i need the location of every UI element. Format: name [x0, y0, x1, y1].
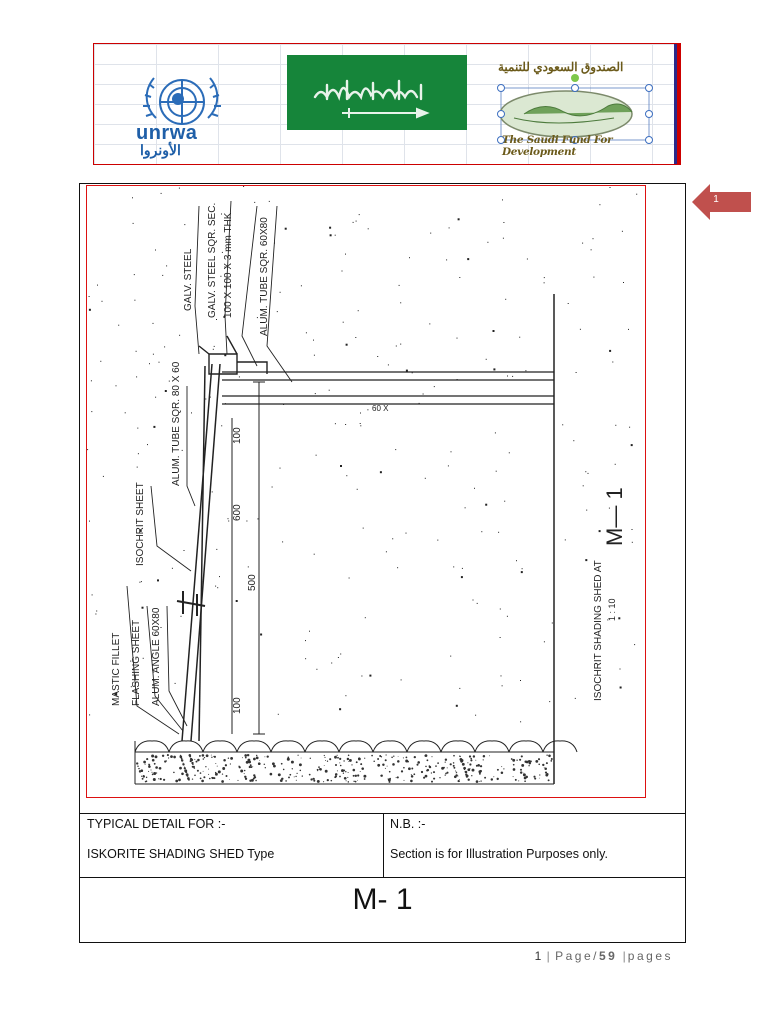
- label-galv-steel: GALV. STEEL: [183, 248, 194, 311]
- footer-page-number: 1: [534, 949, 542, 963]
- label-flashing-sheet: FLASHING SHEET: [131, 619, 142, 706]
- header-banner: [93, 43, 681, 165]
- title-block-column-divider: [383, 813, 384, 877]
- dim-100: 100: [232, 427, 243, 444]
- label-galv-steel-size: 100 X 100 X 3 mm THK: [223, 212, 234, 318]
- dim-100b: 100: [232, 697, 243, 714]
- top-bracket: [199, 336, 267, 374]
- section-drawing: [86, 185, 646, 798]
- footer-pages-word: pages: [627, 949, 673, 963]
- label-alum-angle: ALUM. ANGLE 60X80: [151, 607, 162, 706]
- unrwa-wordmark: unrwa: [136, 122, 198, 144]
- footer-total-pages: 59: [598, 949, 618, 963]
- sheet-id: M- 1: [352, 883, 413, 916]
- footer-page-word: Page: [555, 949, 594, 963]
- unrwa-arabic-wordmark: الأونروا: [140, 142, 181, 158]
- gravel-fill: [136, 754, 553, 783]
- callout-number: 1: [713, 194, 719, 205]
- label-alum-tube-top: ALUM. TUBE SQR. 60X80: [259, 217, 270, 336]
- side-note-scale: 1 : 10: [607, 598, 617, 621]
- dim-600: 600: [232, 504, 243, 521]
- side-note: ISOCHRIT SHADING SHED AT: [593, 560, 604, 701]
- section-mark: M— 1: [602, 487, 627, 546]
- title-block-mid-border: [79, 877, 686, 878]
- nb-value: Section is for Illustration Purposes only.: [390, 847, 608, 861]
- saudi-fund-english-name: The Saudi Fund For Development: [502, 134, 613, 158]
- label-galv-steel-sqr: GALV. STEEL SQR. SEC.: [207, 202, 218, 318]
- banner-edge-stripe: [674, 44, 680, 164]
- saudi-flag: [287, 55, 467, 130]
- nb-heading: N.B. :-: [390, 817, 426, 831]
- inclined-sheet: [182, 364, 220, 741]
- label-alum-tube-mid: ALUM. TUBE SQR. 80 X 60: [171, 361, 182, 486]
- dim-500: 500: [247, 574, 258, 591]
- shading-shed-section-svg: [87, 186, 646, 798]
- flag-emblem-icon: [287, 55, 467, 130]
- typical-detail-value: ISKORITE SHADING SHED Type: [87, 847, 275, 861]
- page-footer: 1 | Page/59 | pages: [534, 949, 673, 963]
- rafter-lines: [222, 372, 554, 404]
- label-iso-sheet: ISOCHRIT SHEET: [135, 482, 146, 566]
- typical-detail-heading: TYPICAL DETAIL FOR :-: [87, 817, 226, 831]
- label-mastic-fillet: MASTIC FILLET: [111, 632, 122, 706]
- saudi-fund-arabic-name: الصندوق السعودي للتنمية: [498, 60, 624, 74]
- dim-top: 60 X: [372, 404, 389, 413]
